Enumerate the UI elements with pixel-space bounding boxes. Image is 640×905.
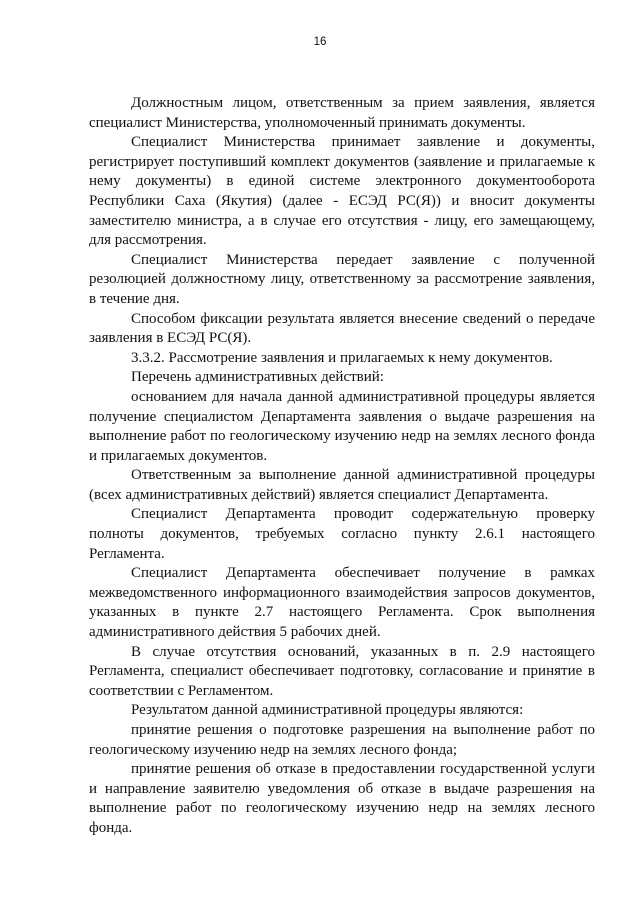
paragraph-transfer: Специалист Министерства передает заявление с полученной резолюцией должностному лицу, ответственному за рассмотрение заявления, в течение дня. — [89, 251, 595, 307]
paragraph-fixation: Способом фиксации результата является внесение сведений о передаче заявления в ЕСЭД РС(Я). — [89, 310, 595, 347]
paragraph-grounds: основанием для начала данной административной процедуры является получение специалистом Департамента заявления о выдаче разрешения на выполнение работ по геологическому изучению недр на землях лесного фонда и прилагаемых документов. — [89, 388, 595, 464]
body-text — [89, 94, 595, 839]
paragraph-responsible-official: Должностным лицом, ответственным за прием заявления, является специалист Министерства, уполномоченный принимать документы. — [89, 95, 595, 131]
paragraph-result-intro: Результатом данной административной процедуры являются: — [131, 702, 524, 719]
paragraph-responsible: Ответственным за выполнение данной административной процедуры (всех административных действий) является специалист Департамента. — [89, 467, 595, 503]
page-number: 16 — [313, 36, 327, 48]
paragraph-actions-list: Перечень административных действий: — [131, 369, 384, 386]
paragraph-completeness-check: Специалист Департамента проводит содержательную проверку полноты документов, требуемых согласно пункту 2.6.1 настоящего Регламента. — [89, 506, 595, 562]
paragraph-absence-grounds: В случае отсутствия оснований, указанных в п. 2.9 настоящего Регламента, специалист обеспечивает подготовку, согласование и принятие в соответствии с Регламентом. — [89, 643, 595, 699]
paragraph-result-refusal: принятие решения об отказе в предоставлении государственной услуги и направление заявителю уведомления об отказе в выдаче разрешения на выполнение работ по геологическому изучению недр на землях лесного фонда. — [89, 761, 595, 836]
paragraph-result-approval: принятие решения о подготовке разрешения на выполнение работ по геологическому изучению недр на землях лесного фонда; — [89, 722, 595, 758]
paragraph-interagency: Специалист Департамента обеспечивает получение в рамках межведомственного информационного взаимодействия запросов документов, указанных в пункте 2.7 настоящего Регламента. Срок выполнения административного действия 5 рабочих дней. — [89, 565, 595, 641]
section-heading-3-3-2: 3.3.2. Рассмотрение заявления и прилагаемых к нему документов. — [131, 349, 553, 366]
paragraph-registration: Специалист Министерства принимает заявление и документы, регистрирует поступивший комплект документов (заявление и прилагаемые к нему документы) в единой системе электронного документооборота Республики Саха (Якутия) (далее - ЕСЭД РС(Я)) и вносит документы заместителю министра, а в случае его отсутствия - лицу, его замещающему, для рассмотрения. — [89, 134, 595, 249]
